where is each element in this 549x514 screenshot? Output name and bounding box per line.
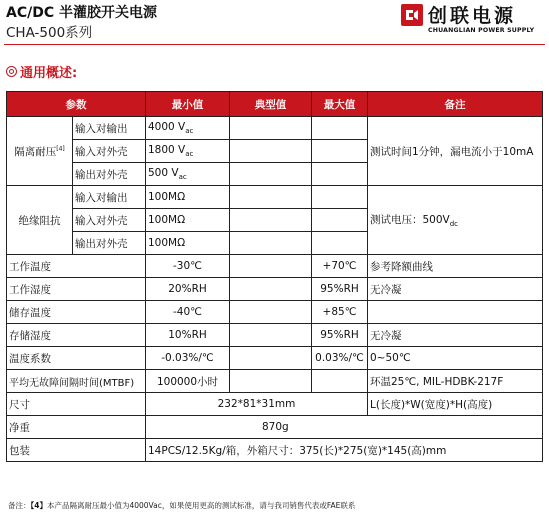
min-value: -30℃ [146,255,230,278]
isolation-min-3-unit: ac [178,173,187,182]
table-row [7,117,543,140]
insulation-sub-2: 输入对外壳 [73,209,146,232]
insulation-max-2 [312,209,368,232]
typ-value [230,370,312,393]
min-value: 10%RH [146,324,230,347]
header-divider [4,44,545,45]
typ-value [230,255,312,278]
isolation-sub-3: 输出对外壳 [73,163,146,186]
insulation-min-3: 100MΩ [146,232,230,255]
isolation-min-2 [146,140,230,163]
logo-text-cn: 创联电源 [428,5,517,27]
isolation-typ-2 [230,140,312,163]
table-row [7,416,543,439]
insulation-note-cell [368,186,543,255]
table-row [7,439,543,462]
insulation-sub-1: 输入对输出 [73,186,146,209]
max-value: 0.03%/℃ [312,347,368,370]
isolation-footnote-mark: [4] [56,145,65,152]
max-value: 95%RH [312,324,368,347]
isolation-max-3 [312,163,368,186]
note-value: 无冷凝 [368,324,543,347]
isolation-max-1 [312,117,368,140]
max-value [312,370,368,393]
size-note: L(长度)*W(宽度)*H(高度) [368,393,543,416]
typ-value [230,278,312,301]
param-weight: 净重 [7,416,146,439]
insulation-min-1: 100MΩ [146,186,230,209]
max-value: +70℃ [312,255,368,278]
min-value: -0.03%/℃ [146,347,230,370]
insulation-max-3 [312,232,368,255]
isolation-label-cell [7,117,73,186]
table-row [7,301,543,324]
footnote-text: 本产品隔离耐压最小值为4000Vac，如果使用更高的测试标准，请与我司销售代表或FAE联系 [46,501,356,510]
note-value: 环温25℃, MIL-HDBK-217F [368,370,543,393]
section-title: 通用概述: [20,66,78,81]
note-value [368,301,543,324]
max-value: 95%RH [312,278,368,301]
typ-value [230,301,312,324]
min-value: -40℃ [146,301,230,324]
table-row [7,186,543,209]
insulation-note-unit: dc [449,220,459,229]
isolation-min-1-unit: ac [185,127,194,136]
bullet-circle-icon [6,66,17,77]
isolation-sub-2: 输入对外壳 [73,140,146,163]
footnote-mark: 【4】 [30,501,47,510]
param-temp-coefficient: 温度系数 [7,347,146,370]
col-header-min: 最小值 [146,92,230,117]
col-header-max: 最大值 [312,92,368,117]
weight-value: 870g [146,416,543,439]
table-row [7,347,543,370]
table-row [7,324,543,347]
table-header-row [7,92,543,117]
isolation-sub-1: 输入对输出 [73,117,146,140]
isolation-max-2 [312,140,368,163]
logo-text-en: CHUANGLIAN POWER SUPPLY [428,27,535,34]
isolation-min-1 [146,117,230,140]
footnote-prefix: 备注： [8,501,31,510]
param-operating-humidity: 工作湿度 [7,278,146,301]
footnote [8,500,355,511]
insulation-min-2: 100MΩ [146,209,230,232]
table-row [7,393,543,416]
isolation-min-1-value: 4000 V [148,120,186,133]
table-row [7,278,543,301]
insulation-label: 绝缘阻抗 [7,186,73,255]
isolation-typ-1 [230,117,312,140]
param-package: 包装 [7,439,146,462]
insulation-typ-1 [230,186,312,209]
isolation-min-2-value: 1800 V [148,143,186,156]
insulation-typ-2 [230,209,312,232]
isolation-label: 隔离耐压 [14,145,57,158]
spec-table [6,91,543,462]
param-mtbf: 平均无故障间隔时间(MTBF) [7,370,146,393]
brand-logo [401,2,541,38]
insulation-sub-3: 输出对外壳 [73,232,146,255]
isolation-note: 测试时间1分钟，漏电流小于10mA [368,117,543,186]
col-header-note: 备注 [368,92,543,117]
note-value: 0~50℃ [368,347,543,370]
col-header-param: 参数 [7,92,146,117]
param-operating-temp: 工作温度 [7,255,146,278]
col-header-typ: 典型值 [230,92,312,117]
isolation-min-3-value: 500 V [148,166,179,179]
isolation-typ-3 [230,163,312,186]
table-row [7,370,543,393]
max-value: +85℃ [312,301,368,324]
typ-value [230,324,312,347]
param-size: 尺寸 [7,393,146,416]
product-series: CHA-500系列 [6,25,93,41]
logo-mark-icon [401,4,423,26]
note-value: 无冷凝 [368,278,543,301]
note-value: 参考降额曲线 [368,255,543,278]
table-row [7,255,543,278]
insulation-note: 测试电压：500V [370,213,450,226]
package-value: 14PCS/12.5Kg/箱，外箱尺寸：375(长)*275(宽)*145(高)mm [146,439,543,462]
insulation-typ-3 [230,232,312,255]
insulation-max-1 [312,186,368,209]
typ-value [230,347,312,370]
param-storage-temp: 储存温度 [7,301,146,324]
min-value: 20%RH [146,278,230,301]
isolation-min-3 [146,163,230,186]
size-value: 232*81*31mm [146,393,368,416]
product-title: AC/DC 半灌胶开关电源 [6,5,157,21]
isolation-min-2-unit: ac [185,150,194,159]
min-value: 100000小时 [146,370,230,393]
section-heading [6,62,77,81]
param-storage-humidity: 存储湿度 [7,324,146,347]
